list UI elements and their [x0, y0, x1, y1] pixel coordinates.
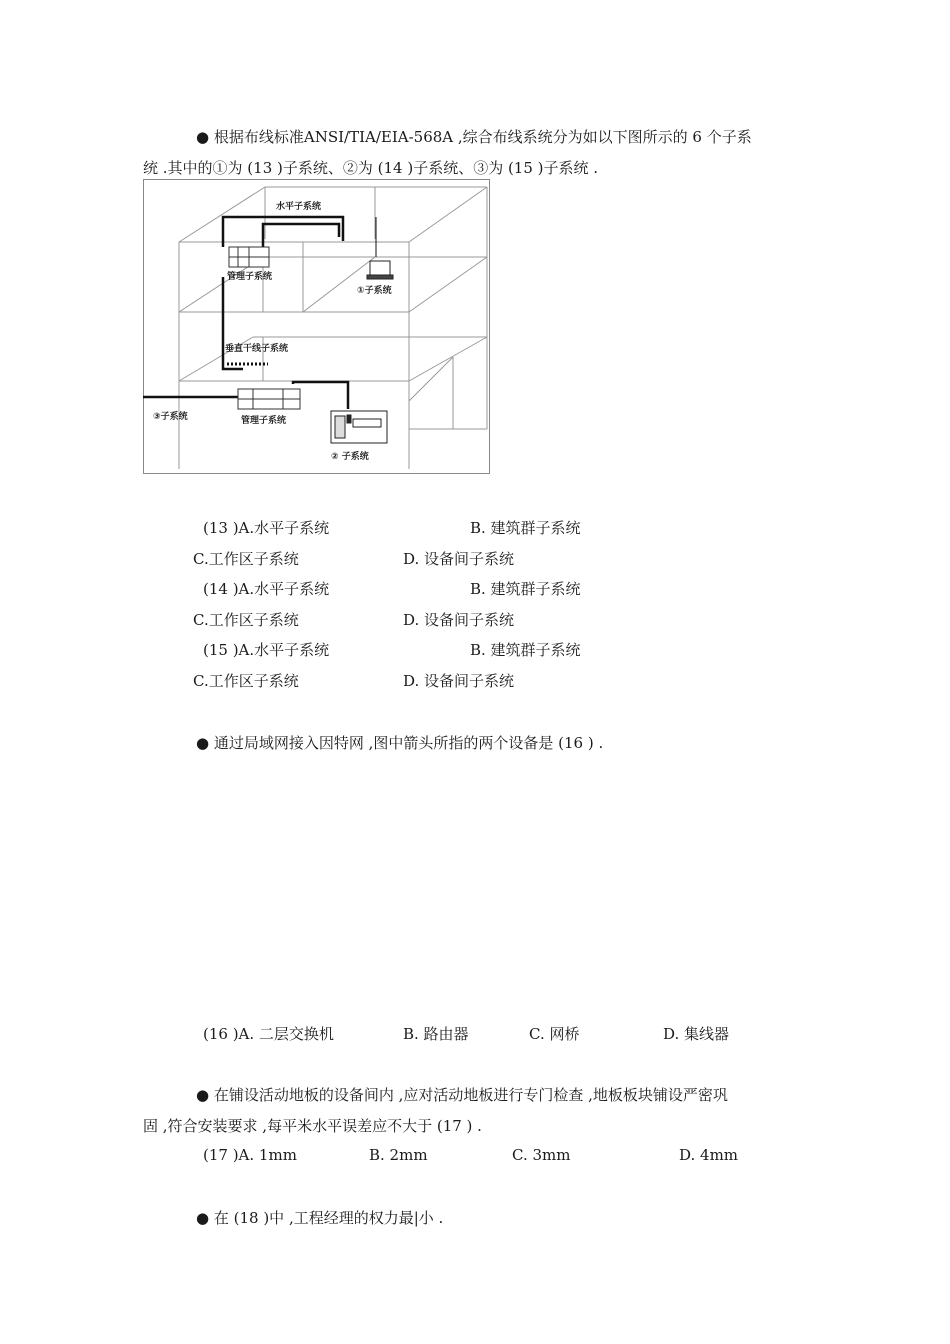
q16-option-a: (16 )A. 二层交换机 [203, 1025, 334, 1043]
q15-option-c: C.工作区子系统 [193, 672, 299, 690]
q16-option-c: C. 网桥 [529, 1025, 580, 1043]
q14-option-b: B. 建筑群子系统 [470, 580, 581, 598]
label-sub2: ② 子系统 [331, 452, 369, 462]
q16-text: ● 通过局域网接入因特网 ,图中箭头所指的两个设备是 (16 ) . [196, 734, 604, 752]
label-sub1: ①子系统 [357, 286, 392, 296]
q15-option-a: (15 )A.水平子系统 [203, 641, 330, 659]
q17-text-line2: 固 ,符合安装要求 ,每平米水平误差应不大于 (17 ) . [143, 1117, 482, 1135]
label-vertical: 垂直干线子系统 [225, 344, 289, 354]
q14-option-c: C.工作区子系统 [193, 611, 299, 629]
q17-text-line1: ● 在铺设活动地板的设备间内 ,应对活动地板进行专门检查 ,地板板块铺设严密巩 [196, 1086, 728, 1104]
q17-option-b: B. 2mm [369, 1146, 428, 1164]
q14-option-a: (14 )A.水平子系统 [203, 580, 330, 598]
q13-option-a: (13 )A.水平子系统 [203, 519, 330, 537]
q13-option-b: B. 建筑群子系统 [470, 519, 581, 537]
q16-option-b: B. 路由器 [403, 1025, 469, 1043]
q17-option-d: D. 4mm [679, 1146, 739, 1164]
q15-option-d: D. 设备间子系统 [403, 672, 515, 690]
cabling-system-diagram [143, 179, 490, 474]
q13-text-line2: 统 .其中的①为 (13 )子系统、②为 (14 )子系统、③为 (15 )子系统 . [143, 159, 599, 177]
q16-option-d: D. 集线器 [663, 1025, 730, 1043]
q14-option-d: D. 设备间子系统 [403, 611, 515, 629]
q17-option-a: (17 )A. 1mm [203, 1146, 297, 1164]
label-mgmt-top: 管理子系统 [227, 272, 273, 282]
q18-text: ● 在 (18 )中 ,工程经理的权力最|小 . [196, 1209, 444, 1227]
q13-option-c: C.工作区子系统 [193, 550, 299, 568]
label-sub3: ③子系统 [153, 412, 188, 422]
label-mgmt-bottom: 管理子系统 [241, 416, 287, 426]
q17-option-c: C. 3mm [512, 1146, 571, 1164]
q15-option-b: B. 建筑群子系统 [470, 641, 581, 659]
label-horizontal: 水平子系统 [276, 202, 322, 212]
q13-text-line1: ● 根据布线标准ANSI/TIA/EIA-568A ,综合布线系统分为如以下图所示的 6 个子系 [196, 128, 752, 146]
q13-option-d: D. 设备间子系统 [403, 550, 515, 568]
